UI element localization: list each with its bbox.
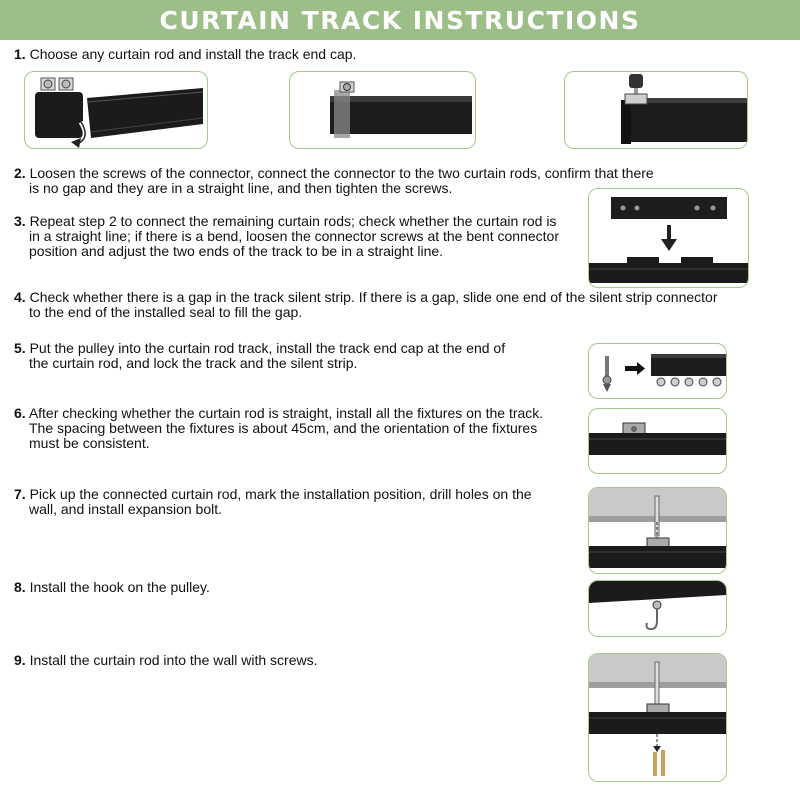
step-text: Loosen the screws of the connector, connect the connector to the two curtain rods, confirm that there: [29, 165, 654, 181]
step-number: 5.: [14, 340, 26, 356]
title-banner: [0, 0, 800, 40]
expansion-bolt-illustration: [588, 487, 727, 574]
end-cap-fitted-illustration: [289, 71, 476, 149]
step-5: [14, 341, 505, 371]
step-text: The spacing between the fixtures is about 45cm, and the orientation of the fixtures: [29, 420, 538, 436]
step-text: Install the curtain rod into the wall with screws.: [29, 652, 318, 668]
step-text: Choose any curtain rod and install the track end cap.: [29, 46, 357, 62]
step-line: [14, 580, 210, 595]
step-line: [14, 47, 356, 62]
step-text: is no gap and they are in a straight line, and then tighten the screws.: [29, 180, 453, 196]
step-number: 2.: [14, 165, 26, 181]
step-text: the curtain rod, and lock the track and the silent strip.: [29, 355, 358, 371]
step-text: Pick up the connected curtain rod, mark the installation position, drill holes on the: [29, 486, 532, 502]
step-text: Install the hook on the pulley.: [29, 579, 210, 595]
end-cap-illustration: [24, 71, 208, 149]
step-number: 9.: [14, 652, 26, 668]
step-6: [14, 406, 543, 451]
step-number: 8.: [14, 579, 26, 595]
step-3: [14, 214, 559, 259]
step-text: Repeat step 2 to connect the remaining curtain rods; check whether the curtain rod is: [29, 213, 557, 229]
step-line: [14, 290, 718, 305]
step-number: 6.: [14, 405, 26, 421]
step-number: 1.: [14, 46, 26, 62]
step-9: [14, 653, 317, 668]
step-number: 7.: [14, 486, 26, 502]
step-4: [14, 290, 718, 320]
fixture-illustration: [588, 408, 727, 474]
end-cap-screw-illustration: [564, 71, 748, 149]
step-text: position and adjust the two ends of the track to be in a straight line.: [29, 243, 444, 259]
step-text: After checking whether the curtain rod is straight, install all the fixtures on the track.: [28, 405, 544, 421]
wall-screw-illustration: [588, 653, 727, 782]
hook-illustration: [588, 580, 727, 637]
page-title: CURTAIN TRACK INSTRUCTIONS: [159, 5, 641, 35]
step-number: 4.: [14, 289, 26, 305]
step-text: must be consistent.: [29, 435, 150, 451]
step-text: in a straight line; if there is a bend, loosen the connector screws at the bent connector: [29, 228, 559, 244]
connector-illustration: [588, 188, 749, 288]
step-text: to the end of the installed seal to fill the gap.: [29, 304, 303, 320]
step-1: [14, 47, 356, 62]
step-line: [14, 214, 559, 229]
step-number: 3.: [14, 213, 26, 229]
step-line: [14, 406, 543, 421]
step-text: wall, and install expansion bolt.: [29, 501, 223, 517]
step-text: Check whether there is a gap in the track silent strip. If there is a gap, slide one end of the silent strip connector: [29, 289, 718, 305]
step-7: [14, 487, 532, 517]
step-line: [14, 166, 654, 181]
step-line: [14, 341, 505, 356]
pulley-illustration: [588, 343, 727, 399]
step-text: Put the pulley into the curtain rod track, install the track end cap at the end of: [29, 340, 506, 356]
step-line: [14, 487, 532, 502]
step-2: [14, 166, 654, 196]
step-8: [14, 580, 210, 595]
step-line: [14, 653, 317, 668]
